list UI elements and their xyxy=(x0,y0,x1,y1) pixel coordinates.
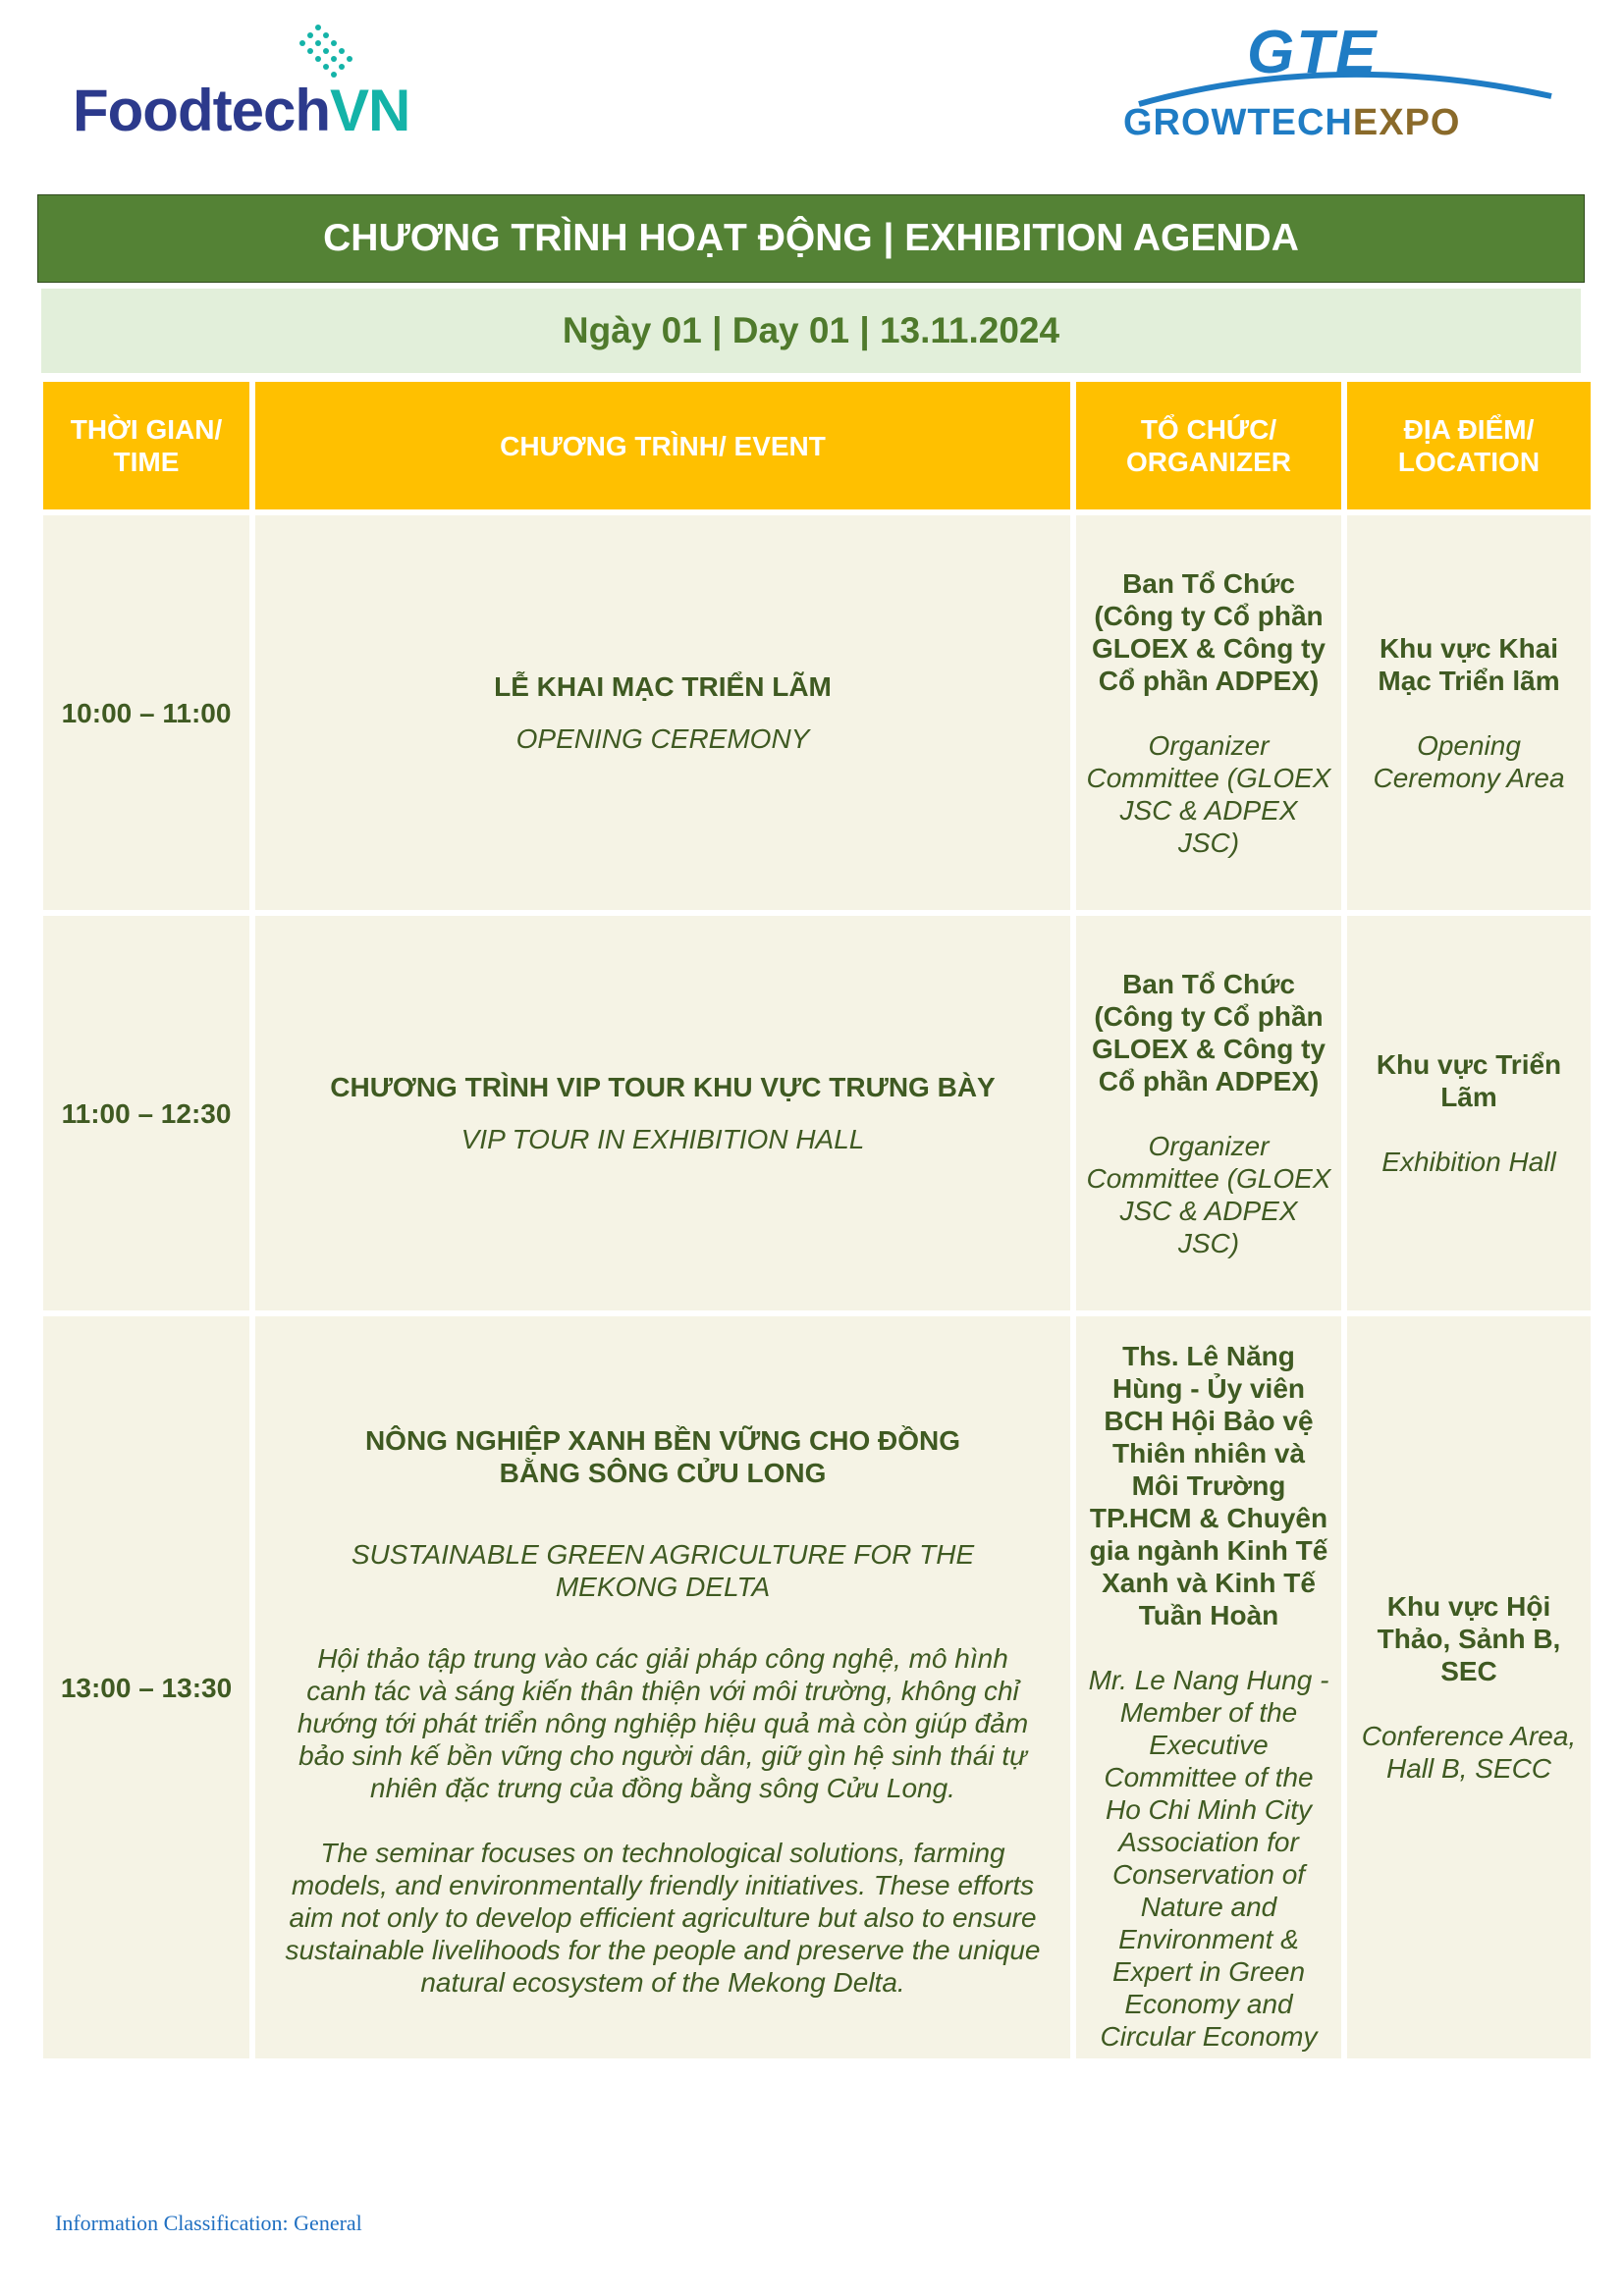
organizer-vi: Ban Tổ Chức (Công ty Cổ phần GLOEX & Công ty Cổ phần ADPEX) xyxy=(1092,968,1326,1096)
location-cell xyxy=(1347,916,1591,1310)
event-cell xyxy=(255,1316,1070,2058)
location-vi: Khu vực Khai Mạc Triển lãm xyxy=(1378,632,1560,696)
event-subtitle: SUSTAINABLE GREEN AGRICULTURE FOR THE MEKONG DELTA xyxy=(351,1539,975,1602)
organizer-en: Organizer Committee (GLOEX JSC & ADPEX JSC) xyxy=(1086,729,1331,858)
time-cell: 13:00 – 13:30 xyxy=(43,1316,249,2058)
table-row xyxy=(43,1316,1591,2058)
event-cell xyxy=(255,515,1070,910)
header-location: ĐỊA ĐIỂM/ LOCATION xyxy=(1347,382,1591,509)
time-cell: 10:00 – 11:00 xyxy=(43,515,249,910)
growtechexpo-logo xyxy=(1119,18,1571,145)
header-time: THỜI GIAN/ TIME xyxy=(43,382,249,509)
table-row xyxy=(43,515,1591,910)
agenda-table xyxy=(37,376,1597,2064)
organizer-cell xyxy=(1076,916,1341,1310)
organizer-cell xyxy=(1076,1316,1341,2058)
event-title: NÔNG NGHIỆP XANH BỀN VỮNG CHO ĐỒNG BẰNG SÔNG CỬU LONG xyxy=(364,1425,961,1488)
organizer-en: Organizer Committee (GLOEX JSC & ADPEX JSC) xyxy=(1086,1130,1331,1258)
location-vi: Khu vực Hội Thảo, Sảnh B, SEC xyxy=(1377,1591,1561,1686)
event-subtitle: VIP TOUR IN EXHIBITION HALL xyxy=(460,1124,865,1154)
foodtechvn-logo xyxy=(73,18,446,145)
table-row xyxy=(43,916,1591,1310)
location-cell xyxy=(1347,1316,1591,2058)
gte-mark: GTE xyxy=(1247,19,1379,86)
organizer-vi: Ths. Lê Năng Hùng - Ủy viên BCH Hội Bảo vệ Thiên nhiên và Môi Trường TP.HCM & Chuyên gia ngành Kinh Tế Xanh và Kinh Tế Tuần Hoàn xyxy=(1089,1341,1328,1630)
location-en: Opening Ceremony Area xyxy=(1373,729,1565,793)
classification-footer: Information Classification: General xyxy=(55,2211,362,2235)
event-subtitle: OPENING CEREMONY xyxy=(515,723,810,754)
location-en: Conference Area, Hall B, SECC xyxy=(1361,1721,1577,1784)
event-description-en: The seminar focuses on technological solutions, farming models, and environmentally friendly initiatives. These efforts aim not only to develop efficient agriculture but also to ensure sustainable livelihoods for the people and preserve the unique natural ecosystem of the Mekong Delta. xyxy=(285,1838,1041,1998)
event-title: CHƯƠNG TRÌNH VIP TOUR KHU VỰC TRƯNG BÀY xyxy=(330,1072,996,1102)
table-header-row xyxy=(43,382,1591,509)
organizer-cell xyxy=(1076,515,1341,910)
event-cell xyxy=(255,916,1070,1310)
time-cell: 11:00 – 12:30 xyxy=(43,916,249,1310)
location-en: Exhibition Hall xyxy=(1381,1147,1556,1177)
day-heading: Ngày 01 | Day 01 | 13.11.2024 xyxy=(41,289,1581,373)
organizer-en: Mr. Le Nang Hung - Member of the Executive Committee of the Ho Chi Minh City Association for Conservation of Nature and Environment & Expert in Green Economy and Circular Economy xyxy=(1088,1665,1329,2052)
page-title: CHƯƠNG TRÌNH HOẠT ĐỘNG | EXHIBITION AGENDA xyxy=(37,194,1585,283)
growtechexpo-wordmark: GROWTECHEXPO xyxy=(1123,102,1461,143)
location-vi: Khu vực Triển Lãm xyxy=(1376,1049,1562,1112)
foodtechvn-wordmark: FoodtechVN xyxy=(73,78,410,143)
location-cell xyxy=(1347,515,1591,910)
event-title: LỄ KHAI MẠC TRIỂN LÃM xyxy=(494,671,832,702)
event-description-vi: Hội thảo tập trung vào các giải pháp công nghệ, mô hình canh tác và sáng kiến thân thiện với môi trường, không chỉ hướng tới phát triển nông nghiệp hiệu quả mà còn giúp đảm bảo sinh kế bền vững cho người dân, giữ gìn hệ sinh thái tự nhiên đặc trưng của đồng bằng sông Cửu Long. xyxy=(297,1643,1029,1803)
header-organizer: TỔ CHỨC/ ORGANIZER xyxy=(1076,382,1341,509)
header-event: CHƯƠNG TRÌNH/ EVENT xyxy=(255,382,1070,509)
organizer-vi: Ban Tổ Chức (Công ty Cổ phần GLOEX & Công ty Cổ phần ADPEX) xyxy=(1092,567,1326,696)
